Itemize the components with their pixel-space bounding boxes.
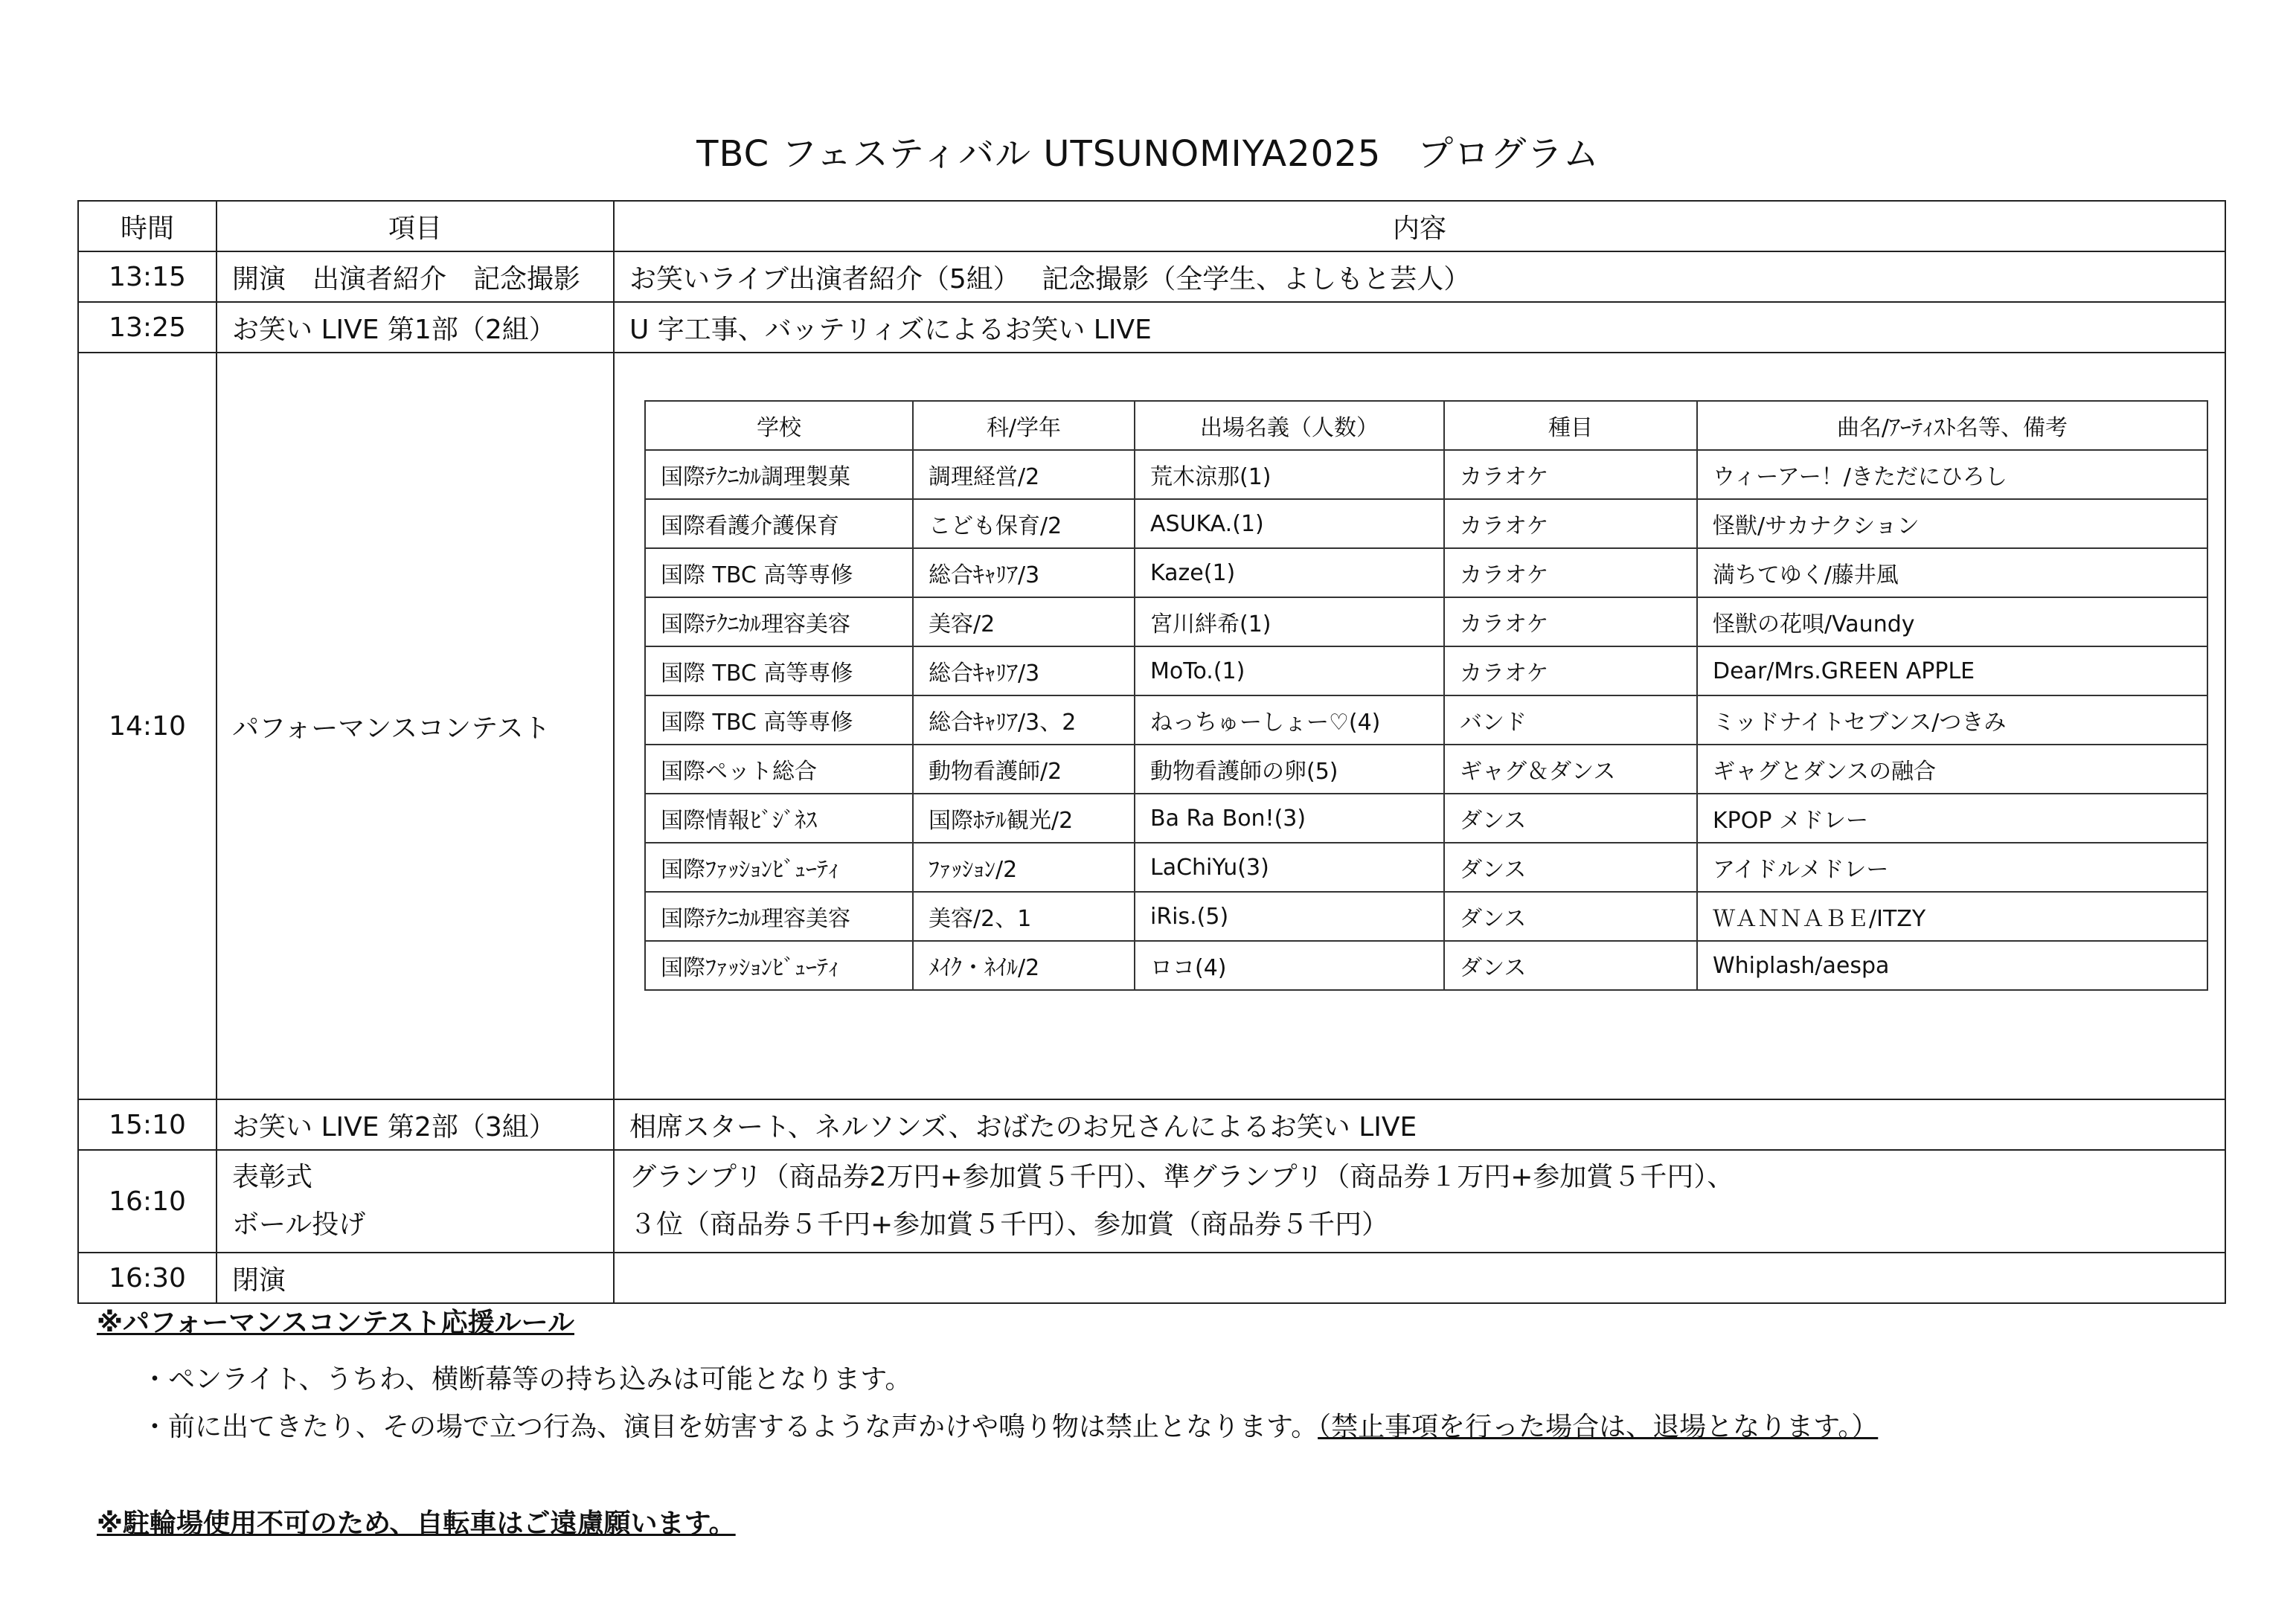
entry-course: 美容/2、1 — [913, 892, 1135, 941]
entry-course: ﾌｧｯｼｮﾝ/2 — [913, 843, 1135, 892]
rule-text: ・前に出てきたり、その場で立つ行為、演目を妨害するような声かけや鳴り物は禁止となります。 — [141, 1412, 1318, 1442]
contest-cell — [614, 353, 2225, 1099]
entry-school: 国際 TBC 高等専修 — [645, 548, 913, 597]
entry-school: 国際ﾃｸﾆｶﾙ理容美容 — [645, 892, 913, 941]
rules-heading: ※パフォーマンスコンテスト応援ルール — [97, 1308, 574, 1338]
entry-category: カラオケ — [1444, 646, 1697, 695]
program-row — [78, 1253, 2225, 1303]
entry-course: 動物看護師/2 — [913, 745, 1135, 794]
entry-performer: MoTo.(1) — [1135, 646, 1444, 695]
entry-school: 国際ﾌｧｯｼｮﾝﾋﾞｭｰﾃｨ — [645, 843, 913, 892]
rule-note: （禁止事項を行った場合は、退場となります。） — [1318, 1412, 1879, 1442]
entry-course: 総合ｷｬﾘｱ/3、2 — [913, 695, 1135, 745]
entry-category: カラオケ — [1444, 450, 1697, 499]
entry-school: 国際 TBC 高等専修 — [645, 695, 913, 745]
row-item: 閉演 — [217, 1253, 614, 1303]
program-row — [78, 1150, 2225, 1253]
entries-header-row — [645, 401, 2207, 450]
row-time: 13:15 — [78, 251, 217, 302]
program-row — [78, 302, 2225, 353]
header-item: 項目 — [217, 201, 614, 251]
entry-row — [645, 745, 2207, 794]
entry-course: ﾒｲｸ・ﾈｲﾙ/2 — [913, 941, 1135, 990]
entry-performer: 宮川絆希(1) — [1135, 597, 1444, 646]
row-content: U 字工事、バッテリィズによるお笑い LIVE — [614, 302, 2225, 353]
entry-school: 国際ﾃｸﾆｶﾙ理容美容 — [645, 597, 913, 646]
row-item: パフォーマンスコンテスト — [217, 353, 614, 1099]
entry-category: ダンス — [1444, 941, 1697, 990]
entry-song: 怪獣/サカナクション — [1697, 499, 2207, 548]
program-header-row — [78, 201, 2225, 251]
entry-song: ギャグとダンスの融合 — [1697, 745, 2207, 794]
rule-item: ・ペンライト、うちわ、横断幕等の持ち込みは可能となります。 — [141, 1364, 912, 1395]
entry-course: 国際ﾎﾃﾙ観光/2 — [913, 794, 1135, 843]
entry-category: ギャグ＆ダンス — [1444, 745, 1697, 794]
entries-header-category: 種目 — [1444, 401, 1697, 450]
row-time: 15:10 — [78, 1099, 217, 1150]
row-item: 開演 出演者紹介 記念撮影 — [217, 251, 614, 302]
row-item: お笑い LIVE 第2部（3組） — [217, 1099, 614, 1150]
row-content — [614, 1150, 2225, 1253]
entries-body — [645, 450, 2207, 990]
entry-row — [645, 794, 2207, 843]
entry-performer: 荒木涼那(1) — [1135, 450, 1444, 499]
entry-song: KPOP メドレー — [1697, 794, 2207, 843]
entry-category: カラオケ — [1444, 597, 1697, 646]
entry-performer: iRis.(5) — [1135, 892, 1444, 941]
header-content: 内容 — [614, 201, 2225, 251]
entry-category: バンド — [1444, 695, 1697, 745]
contest-entries-table — [644, 400, 2208, 991]
entry-row — [645, 499, 2207, 548]
entry-course: 美容/2 — [913, 597, 1135, 646]
entry-row — [645, 892, 2207, 941]
row-content — [614, 1253, 2225, 1303]
row-content-line: ３位（商品券５千円+参加賞５千円）、参加賞（商品券５千円） — [629, 1209, 1389, 1240]
entry-song: Dear/Mrs.GREEN APPLE — [1697, 646, 2207, 695]
rule-item — [141, 1406, 1878, 1444]
entry-course: こども保育/2 — [913, 499, 1135, 548]
row-time: 16:10 — [78, 1150, 217, 1253]
entry-category: ダンス — [1444, 843, 1697, 892]
entry-category: カラオケ — [1444, 499, 1697, 548]
cheering-rules — [97, 1302, 1879, 1442]
entry-school: 国際ペット総合 — [645, 745, 913, 794]
entries-header-school: 学校 — [645, 401, 913, 450]
entries-header-course: 科/学年 — [913, 401, 1135, 450]
entry-song: ウィーアー！/きただにひろし — [1697, 450, 2207, 499]
entries-header-performer: 出場名義（人数） — [1135, 401, 1444, 450]
entry-school: 国際情報ﾋﾞｼﾞﾈｽ — [645, 794, 913, 843]
entry-performer: 動物看護師の卵(5) — [1135, 745, 1444, 794]
program-table — [77, 200, 2226, 1304]
entry-song: 怪獣の花唄/Vaundy — [1697, 597, 2207, 646]
entry-school: 国際 TBC 高等専修 — [645, 646, 913, 695]
entry-performer: ロコ(4) — [1135, 941, 1444, 990]
entries-header-song: 曲名/ｱｰﾃｨｽﾄ名等、備考 — [1697, 401, 2207, 450]
entry-performer: Kaze(1) — [1135, 548, 1444, 597]
entry-row — [645, 548, 2207, 597]
entry-row — [645, 597, 2207, 646]
row-item — [217, 1150, 614, 1253]
entry-row — [645, 695, 2207, 745]
entry-school: 国際ﾌｧｯｼｮﾝﾋﾞｭｰﾃｨ — [645, 941, 913, 990]
entry-performer: Ba Ra Bon!(3) — [1135, 794, 1444, 843]
entry-row — [645, 843, 2207, 892]
page-title: TBC フェスティバル UTSUNOMIYA2025 プログラム — [696, 133, 1600, 175]
row-item-line: 表彰式 — [232, 1162, 313, 1192]
entry-performer: ねっちゅーしょー♡(4) — [1135, 695, 1444, 745]
bicycle-notice: ※駐輪場使用不可のため、自転車はご遠慮願います。 — [97, 1508, 736, 1539]
program-row-contest — [78, 353, 2225, 1099]
header-time: 時間 — [78, 201, 217, 251]
row-item-line: ボール投げ — [232, 1209, 366, 1240]
entry-performer: ASUKA.(1) — [1135, 499, 1444, 548]
row-time: 16:30 — [78, 1253, 217, 1303]
row-time: 13:25 — [78, 302, 217, 353]
entry-song: アイドルメドレー — [1697, 843, 2207, 892]
entry-course: 総合ｷｬﾘｱ/3 — [913, 646, 1135, 695]
row-content: 相席スタート、ネルソンズ、おばたのお兄さんによるお笑い LIVE — [614, 1099, 2225, 1150]
entry-song: 満ちてゆく/藤井風 — [1697, 548, 2207, 597]
entry-performer: LaChiYu(3) — [1135, 843, 1444, 892]
entry-song: Whiplash/aespa — [1697, 941, 2207, 990]
entry-course: 総合ｷｬﾘｱ/3 — [913, 548, 1135, 597]
entry-row — [645, 941, 2207, 990]
entry-row — [645, 646, 2207, 695]
entry-category: ダンス — [1444, 892, 1697, 941]
entry-song: ミッドナイトセブンス/つきみ — [1697, 695, 2207, 745]
row-time: 14:10 — [78, 353, 217, 1099]
entry-row — [645, 450, 2207, 499]
row-item: お笑い LIVE 第1部（2組） — [217, 302, 614, 353]
entry-school: 国際ﾃｸﾆｶﾙ調理製菓 — [645, 450, 913, 499]
entry-course: 調理経営/2 — [913, 450, 1135, 499]
entry-category: カラオケ — [1444, 548, 1697, 597]
entry-school: 国際看護介護保育 — [645, 499, 913, 548]
row-content: お笑いライブ出演者紹介（5組） 記念撮影（全学生、よしもと芸人） — [614, 251, 2225, 302]
entry-category: ダンス — [1444, 794, 1697, 843]
entry-song: ＷＡＮＮＡＢＥ/ITZY — [1697, 892, 2207, 941]
row-content-line: グランプリ（商品券2万円+参加賞５千円）、準グランプリ（商品券１万円+参加賞５千円）、 — [629, 1162, 1734, 1192]
program-row — [78, 251, 2225, 302]
program-row — [78, 1099, 2225, 1150]
